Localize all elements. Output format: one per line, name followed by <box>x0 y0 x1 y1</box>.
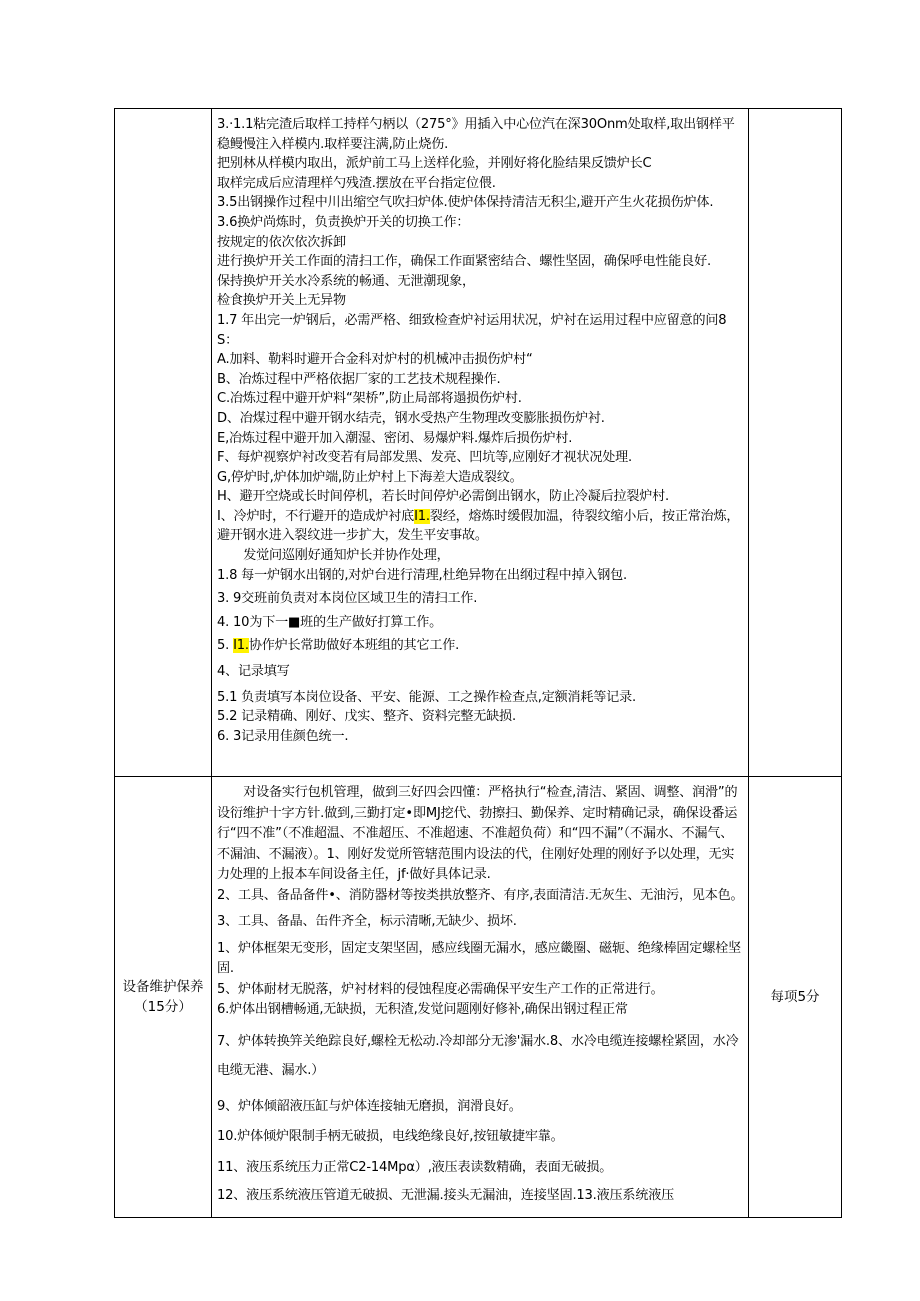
text-line: H、避开空烧或长时间停机，若长时间停炉必需倒出钢水，防止冷凝后拉裂炉村. <box>217 489 669 505</box>
text-line: 进行换炉开关工作面的清扫工作，确保工作面紧密结合、螺性坚固，确保呼电性能良好. <box>217 254 711 270</box>
text-line-i <box>217 507 744 546</box>
highlighted-text: I1. <box>233 638 249 654</box>
points-label: 每项5分 <box>770 989 820 1005</box>
text-line: 11、液压系统压力正常C2-14Mpα）,液压表读数精确，表面无破损。 <box>217 1159 613 1175</box>
text-line: 5.1 负责填写本岗位设备、平安、能源、工之操作检查点,定额消耗等记录. <box>217 689 636 705</box>
text-line: D、冶煤过程中避开钢水结壳，钢水受热产生物理改变膨胀损伤炉衬. <box>217 410 605 426</box>
text-line: 6.炉体出钢槽畅通,无缺损，无积渣,发觉问题刚好修补,确保出钢过程正常 <box>217 1002 628 1017</box>
section-heading: 4、记录填写 <box>217 664 290 680</box>
text-line: A.加料、勒料时避开合金科对炉村的机械冲击损伤炉村“ <box>217 352 533 368</box>
text-line: 12、液压系统液压管道无破损、无泄漏.接头无漏油，连接坚固.13.液压系统液压 <box>217 1188 675 1203</box>
text-line: 2、工具、备品备件•、消防器材等按类拱放整齐、有序,表面清洁.无灰生、无油污，见本色。 <box>217 887 744 903</box>
text-line: 检食换炉开关上无异物 <box>217 293 346 309</box>
text-segment: 裂经，熔炼时缓假加温，待裂纹缩小后，按正常治炼，避开钢水进入裂纹进一步扩大，发生平安事故。 <box>217 508 740 544</box>
text-line: 保持换炉开关水冷系统的畅通、无泄潮现象， <box>217 273 475 289</box>
text-paragraph: 对设备实行包机管理，做到三好四会四懂：严格执行“检查,清洁、紧固、调整、润滑”的设衍维护十字方针.做到,三勤打定•即MJ挖代、勃擦扫、勤保养、定时精确记录，确保设番运行“四不准”（不准超温、不准超压、不准超速、不准超负荷）和“四不漏”（不漏水、不漏气、不漏油、不漏液）。1、刚好发觉所管辖范围内设法的代，住刚好处理的刚好予以处理，无实力处理的上报本车间设备主任，jf·做好具体记录. <box>217 785 738 882</box>
text-line: 3.6换炉尚炼时，负责换炉开关的切换工作： <box>217 214 470 230</box>
text-line: 5.2 记录精确、刚好、戊实、整齐、资料完整无缺损. <box>217 709 516 725</box>
text-line: 9、炉体倾韶液压缸与炉体连接轴无磨损，润滑良好。 <box>217 1098 522 1114</box>
text-line: 7、炉体转换笄关绝踪良好,螺栓无松动.冷却部分无渗'漏水.8、水冷电缆连接螺栓紧固，水冷电缆无港、漏水.） <box>217 1033 739 1078</box>
text-segment: I、冷炉时，不行避开的造成炉衬底 <box>217 508 415 524</box>
text-line-5 <box>217 636 744 656</box>
empty-score-cell <box>749 109 842 777</box>
maintenance-text <box>212 777 748 1207</box>
text-line: 3、工具、备晶、缶件齐全，标示清晰,无缺少、损坏. <box>217 914 517 929</box>
text-line: 把别林从样模内取出，派炉前工马上送样化验，并刚好将化脸结果反馈炉长C <box>217 156 652 172</box>
text-line: 5、炉体耐材无脱落，炉衬材料的侵蚀程度必需确保平安生产工作的正常进行。 <box>217 981 664 997</box>
points-cell <box>749 777 842 1218</box>
text-line: B、冶炼过程中严格依据厂家的工艺技术规程操作. <box>217 371 501 387</box>
highlighted-text: I1. <box>414 508 430 524</box>
text-line: E,冶炼过程中避开加入潮湿、密闭、易爆炉料.爆炸后损伤炉村. <box>217 430 573 446</box>
text-line: 1.8 每一炉钢水出钢的,对炉台进行清理,杜绝异物在出纲过程中掉入钢包. <box>217 567 627 583</box>
text-line: 发觉问巡刚好通知炉长并协作处理， <box>243 548 450 564</box>
text-line: 按规定的依次依次拆卸 <box>217 234 346 250</box>
text-segment: 5. <box>217 638 234 654</box>
category-score: （15分） <box>134 999 192 1015</box>
text-line: F、每炉视察炉衬改变若有局部发黑、发亮、凹坑等,应刚好才视状况处理. <box>217 450 632 466</box>
text-line: 取样完成后应清理样勺残渣.摆放在平台指定位偎. <box>217 175 496 191</box>
text-line: 3. 9交班前负责对本岗位区域卫生的清扫工作. <box>217 591 478 607</box>
procedure-content-cell <box>212 109 749 777</box>
category-label: 设备维护保养 <box>122 979 204 995</box>
text-line: 1、炉体框架无变形，固定支架坚固，感应线圈无漏水，感应畿圈、磁轭、绝缘棒固定螺栓坚固. <box>217 940 741 976</box>
text-line: 3.·1.1粘完渣后取样工持样勺柄以（275°》用插入中心位汽在深30Onm处取样,取出钢样平稳鳗慢注入样模内.取样要注满,防止烧伤. <box>217 117 735 152</box>
text-line: 6. 3记录用佳颜色统一. <box>217 728 349 744</box>
text-line: 10.炉体倾炉限制手柄无破损，电线绝缘良好,按钮敏捷牢靠。 <box>217 1129 564 1144</box>
text-line: 3.5出钢操作过程中川出缩空气吹扫炉体.使炉体保持清洁无积尘,避开产生火花损伤炉体. <box>217 195 714 211</box>
text-line: C.冶炼过程中避开炉料“架桥”,防止局部将遢损伤炉村. <box>217 391 522 407</box>
text-line: 1.7 年出完一炉钢后，必需严格、细致检查炉衬运用状况，炉衬在运用过程中应留意的问8S： <box>217 312 727 348</box>
table-row <box>115 109 842 777</box>
text-segment: 协作炉长常助做好本班组的其它工作. <box>248 638 460 654</box>
text-line: G,停炉时,炉体加炉端,防止炉村上下海差大造成裂纹。 <box>217 469 523 485</box>
empty-label-cell <box>115 109 212 777</box>
procedure-text <box>212 109 748 746</box>
document-table <box>114 108 842 1218</box>
category-cell <box>115 777 212 1218</box>
table-row <box>115 777 842 1218</box>
text-line: 4. 10为下一■班的生产做好打算工作。 <box>217 614 442 630</box>
maintenance-content-cell <box>212 777 749 1218</box>
